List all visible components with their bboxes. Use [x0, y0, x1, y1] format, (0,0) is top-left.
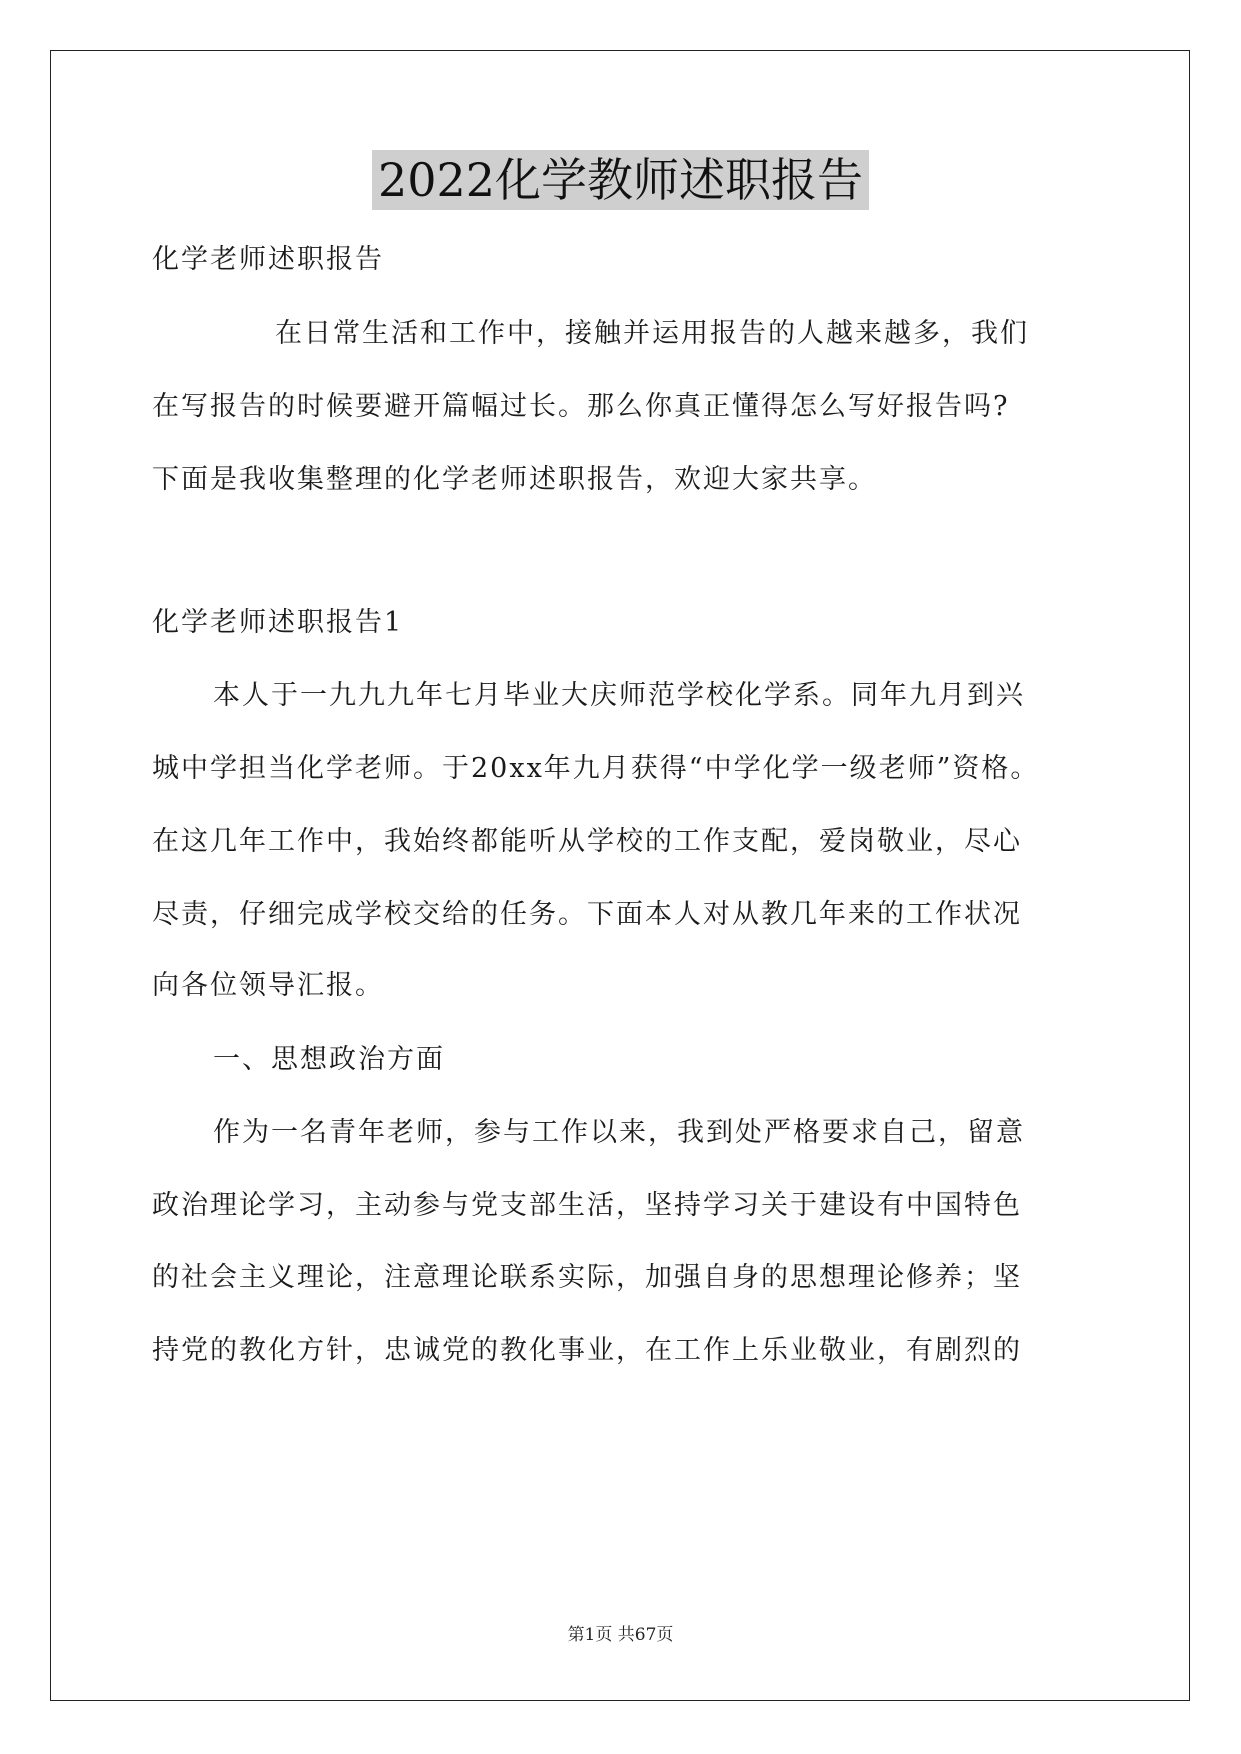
body-line: 的社会主义理论，注意理论联系实际，加强自身的思想理论修养；坚 — [152, 1262, 1022, 1293]
body-line: 在日常生活和工作中，接触并运用报告的人越来越多，我们 — [275, 318, 1029, 349]
body-line: 城中学担当化学老师。于20xx年九月获得“中学化学一级老师”资格。 — [152, 753, 1040, 784]
subtitle-line: 化学老师述职报告 — [152, 244, 384, 275]
body-line: 在写报告的时候要避开篇幅过长。那么你真正懂得怎么写好报告吗? — [152, 391, 1010, 422]
section-heading: 化学老师述职报告1 — [152, 607, 404, 638]
body-line: 政治理论学习，主动参与党支部生活，坚持学习关于建设有中国特色 — [152, 1190, 1022, 1221]
body-line: 尽责，仔细完成学校交给的任务。下面本人对从教几年来的工作状况 — [152, 899, 1022, 930]
body-line: 下面是我收集整理的化学老师述职报告，欢迎大家共享。 — [152, 464, 877, 495]
body-line: 向各位领导汇报。 — [152, 970, 384, 1001]
body-line: 在这几年工作中，我始终都能听从学校的工作支配，爱岗敬业，尽心 — [152, 826, 1022, 857]
body-line: 持党的教化方针，忠诚党的教化事业，在工作上乐业敬业，有剧烈的 — [152, 1335, 1022, 1366]
body-line: 作为一名青年老师，参与工作以来，我到处严格要求自己，留意 — [213, 1117, 1025, 1148]
document-title: 2022化学教师述职报告 — [372, 150, 869, 210]
page-number: 第1页 共67页 — [567, 1625, 674, 1645]
body-line: 本人于一九九九年七月毕业大庆师范学校化学系。同年九月到兴 — [213, 680, 1025, 711]
subsection-heading: 一、思想政治方面 — [213, 1044, 445, 1075]
page-border — [50, 50, 1190, 1701]
